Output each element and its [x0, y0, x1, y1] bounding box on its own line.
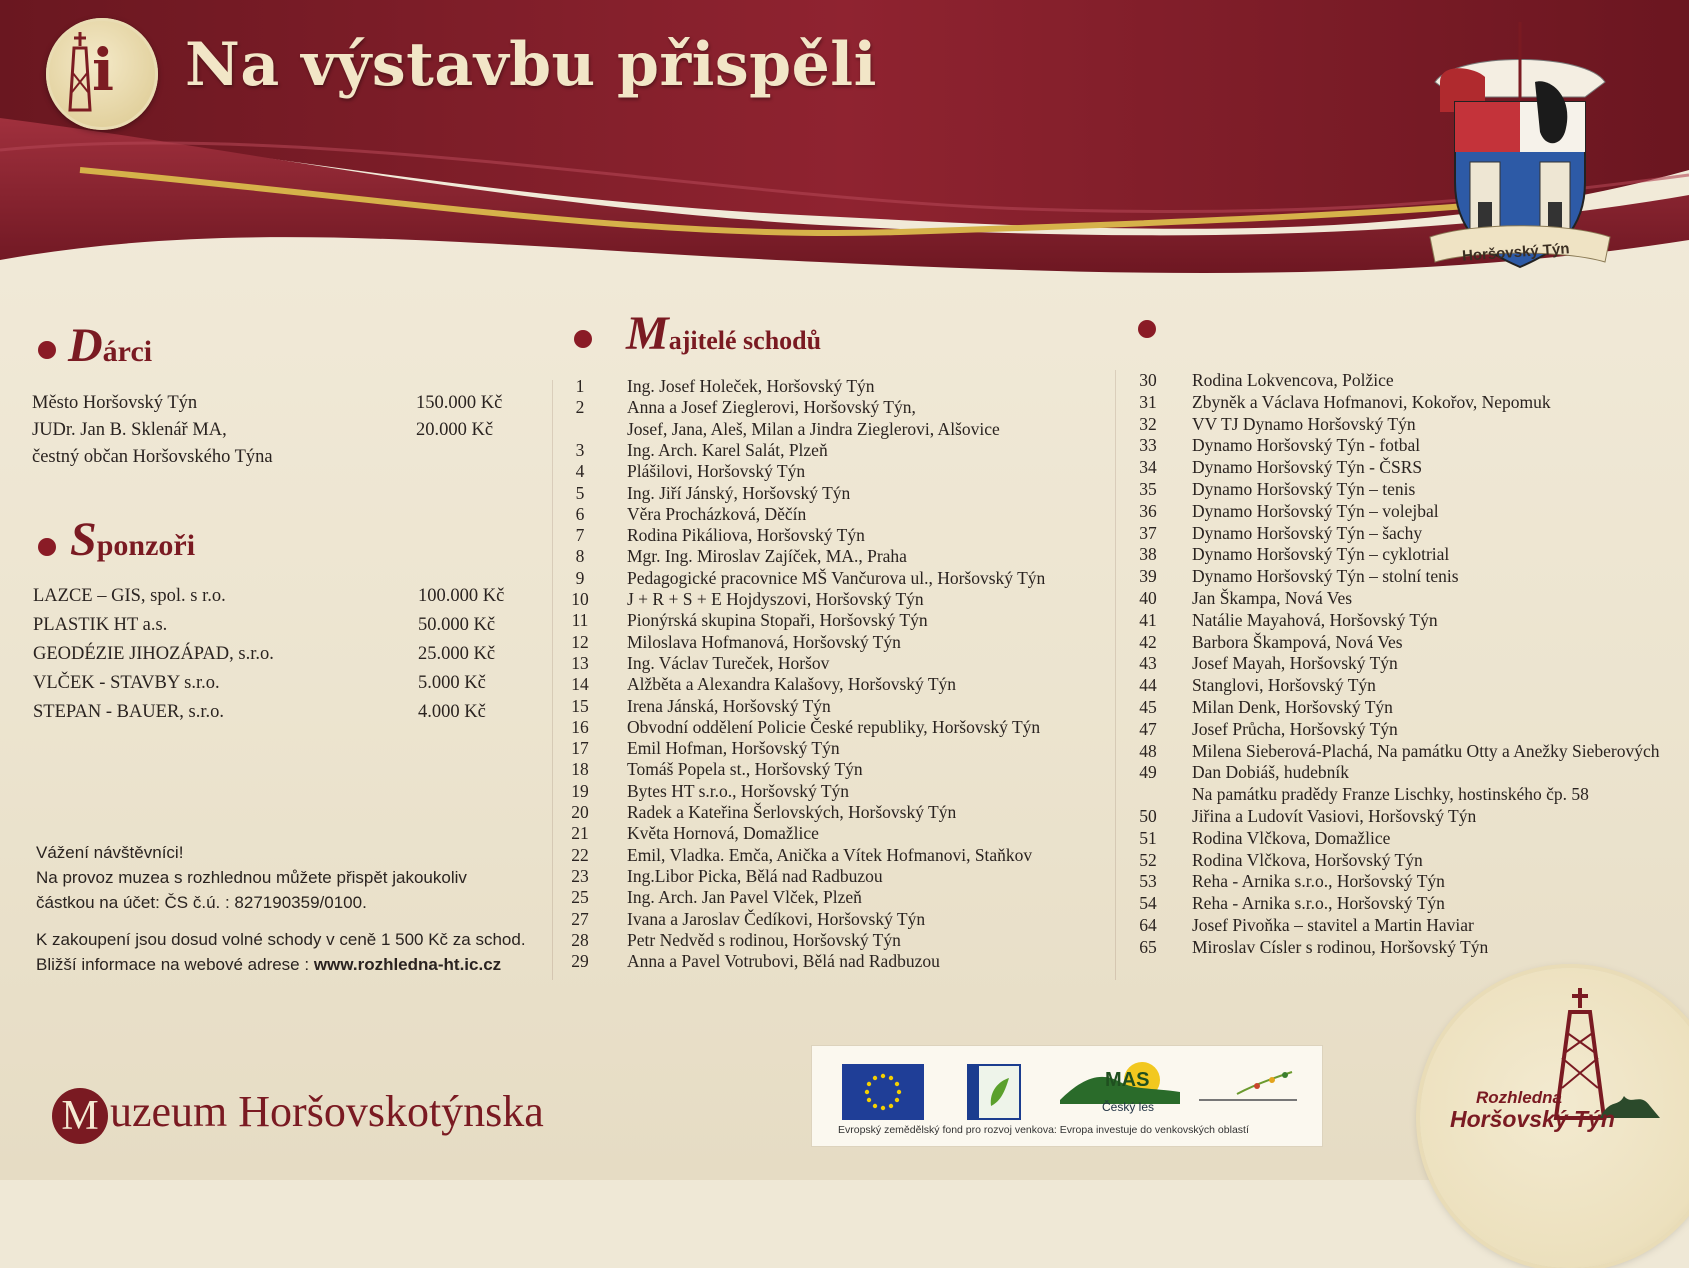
donors-heading-rest: árci — [102, 335, 153, 368]
owner-name: Josef Průcha, Horšovský Týn — [1192, 718, 1398, 739]
owner-name: Josef Mayah, Horšovský Týn — [1192, 653, 1398, 674]
owner-name: J + R + S + E Hojdyszovi, Horšovský Týn — [627, 589, 924, 609]
owner-name: Ing.Libor Picka, Bělá nad Radbuzou — [627, 865, 883, 886]
sponsor-amount: 50.000 Kč — [418, 615, 496, 635]
website-link[interactable]: www.rozhledna-ht.ic.cz — [313, 955, 502, 974]
step-number: 23 — [571, 865, 589, 886]
tower-badge — [1420, 968, 1689, 1268]
funding-logos — [812, 1046, 1322, 1146]
sponsors-heading — [70, 512, 195, 567]
step-number: 9 — [575, 567, 585, 588]
funding-caption: Evropský zemědělský fond pro rozvoj venkova: Evropa investuje do venkovských oblastí — [838, 1124, 1249, 1136]
owner-name: Natálie Mayahová, Horšovský Týn — [1192, 609, 1438, 630]
owner-name: Miloslava Hofmanová, Horšovský Týn — [627, 631, 901, 652]
section-bullet — [574, 330, 592, 348]
step-number: 8 — [575, 546, 585, 567]
step-number: 27 — [571, 908, 589, 929]
owner-name: Tomáš Popela st., Horšovský Týn — [627, 759, 863, 780]
step-number: 3 — [575, 439, 585, 460]
owner-name: Barbora Škampová, Nová Ves — [1192, 631, 1403, 652]
sponsor-name: GEODÉZIE JIHOZÁPAD, s.r.o. — [33, 644, 274, 664]
sponsor-name: STEPAN - BAUER, s.r.o. — [33, 702, 225, 722]
notice-web — [36, 952, 526, 977]
step-number: 47 — [1139, 718, 1157, 739]
owner-name: Rodina Pikáliova, Horšovský Týn — [627, 525, 865, 546]
owner-name: Milena Sieberová-Plachá, Na památku Otty a Anežky Sieberových — [1192, 740, 1660, 761]
donor-amount: 20.000 Kč — [416, 420, 494, 440]
step-number: 4 — [575, 461, 585, 482]
step-number: 36 — [1139, 500, 1157, 521]
leader-logo-icon — [967, 1064, 1021, 1120]
step-number: 50 — [1139, 806, 1157, 826]
step-number: 65 — [1139, 936, 1157, 957]
owner-name: Jan Škampa, Nová Ves — [1192, 588, 1353, 608]
donors-heading — [68, 318, 152, 373]
owner-name: Květa Hornová, Domažlice — [627, 823, 819, 844]
step-number: 29 — [571, 951, 589, 972]
owner-name: Dynamo Horšovský Týn – šachy — [1192, 522, 1423, 543]
step-number: 14 — [571, 674, 589, 695]
step-number: 37 — [1139, 522, 1157, 543]
owner-name: Pedagogické pracovnice MŠ Vančurova ul., Horšovský Týn — [627, 567, 1046, 588]
step-number: 51 — [1139, 827, 1157, 848]
step-number: 28 — [571, 929, 589, 950]
museum-name — [52, 1086, 544, 1144]
step-number: 42 — [1139, 631, 1157, 652]
owners-heading-initial: M — [626, 307, 669, 360]
mas-icon — [1060, 1060, 1180, 1104]
owner-name: Dynamo Horšovský Týn – tenis — [1192, 479, 1416, 499]
eu-flag-icon — [842, 1064, 924, 1120]
sponsor-amount: 100.000 Kč — [418, 586, 505, 606]
step-number: 13 — [571, 652, 589, 673]
owner-name: Emil, Vladka. Emča, Anička a Vítek Hofmanovi, Staňkov — [627, 844, 1033, 865]
owner-name: Obvodní oddělení Policie České republiky, Horšovský Týn — [627, 716, 1041, 737]
sponsor-amount: 4.000 Kč — [418, 702, 486, 722]
sponsor-amount: 5.000 Kč — [418, 673, 486, 693]
owners-heading-rest: ajitelé schodů — [668, 326, 822, 355]
sponsor-row — [33, 640, 513, 669]
owner-name: Reha - Arnika s.r.o., Horšovský Týn — [1192, 871, 1445, 892]
step-number: 31 — [1139, 391, 1157, 412]
owner-name: Alžběta a Alexandra Kalašovy, Horšovský Týn — [627, 674, 957, 695]
step-number: 41 — [1139, 609, 1157, 630]
mas-label: Český les — [1102, 1100, 1155, 1114]
step-number: 44 — [1139, 675, 1157, 696]
owner-name: Dynamo Horšovský Týn - fotbal — [1192, 435, 1421, 456]
owner-name: Dynamo Horšovský Týn – cyklotrial — [1192, 544, 1450, 565]
sponsor-name: LAZCE – GIS, spol. s r.o. — [33, 586, 226, 606]
owner-name: Ing. Arch. Karel Salát, Plzeň — [627, 439, 828, 460]
sponsors-heading-initial: S — [70, 513, 97, 566]
step-number: 35 — [1139, 479, 1157, 499]
owner-name: Josef, Jana, Aleš, Milan a Jindra Zieglerovi, Alšovice — [627, 418, 1000, 439]
step-number: 17 — [571, 738, 589, 759]
step-number: 12 — [571, 631, 589, 652]
owner-name: Dynamo Horšovský Týn – volejbal — [1192, 500, 1439, 521]
sponsor-amount: 25.000 Kč — [418, 644, 496, 664]
step-number: 49 — [1139, 762, 1157, 783]
owner-name: Jiřina a Ludovít Vasiovi, Horšovský Týn — [1192, 806, 1477, 826]
step-number: 5 — [575, 482, 585, 503]
donor-row — [32, 390, 512, 417]
owner-name: Mgr. Ing. Miroslav Zajíček, MA., Praha — [627, 546, 907, 567]
column-divider — [552, 380, 553, 980]
sponsors-heading-rest: ponzoři — [96, 529, 196, 562]
sponsor-row — [33, 611, 513, 640]
step-number: 40 — [1139, 588, 1157, 608]
museum-name-rest: uzeum Horšovskotýnska — [110, 1087, 544, 1136]
tower-badge-line1: Rozhledna — [1476, 1088, 1562, 1107]
sponsor-row — [33, 669, 513, 698]
donor-row — [32, 444, 512, 471]
owner-name: Emil Hofman, Horšovský Týn — [627, 738, 840, 759]
owner-name: Dynamo Horšovský Týn – stolní tenis — [1192, 566, 1459, 587]
owners-list-left — [560, 376, 1090, 976]
step-number: 21 — [571, 823, 589, 844]
mas-logo — [1060, 1060, 1180, 1122]
donors-list — [32, 390, 512, 471]
owner-name: Ing. Václav Tureček, Horšov — [627, 652, 830, 673]
owner-name: Ivana a Jaroslav Čedíkovi, Horšovský Týn — [627, 908, 926, 929]
museum-initial: M — [52, 1088, 108, 1144]
donor-name: Město Horšovský Týn — [32, 393, 198, 413]
owner-name: Věra Procházková, Děčín — [627, 503, 807, 524]
info-icon — [46, 18, 158, 130]
step-number: 22 — [571, 844, 589, 865]
step-number: 64 — [1139, 915, 1157, 935]
sponsor-row — [33, 582, 513, 611]
step-number: 15 — [571, 695, 589, 716]
step-number: 54 — [1139, 893, 1157, 914]
owner-name: Ing. Josef Holeček, Horšovský Týn — [627, 376, 875, 396]
owners-heading — [626, 306, 821, 361]
owner-name: Anna a Pavel Votrubovi, Bělá nad Radbuzou — [627, 951, 940, 972]
owner-name: Plášilovi, Horšovský Týn — [627, 461, 806, 482]
donors-heading-initial: D — [68, 319, 103, 372]
donor-name: čestný občan Horšovského Týna — [32, 447, 273, 467]
owner-name: Zbyněk a Václava Hofmanovi, Kokořov, Nepomuk — [1192, 391, 1551, 412]
step-number: 53 — [1139, 871, 1157, 892]
info-letter: i — [92, 36, 115, 104]
tower-badge-line2: Horšovský Týn — [1450, 1106, 1615, 1132]
owner-name: Anna a Josef Zieglerovi, Horšovský Týn, — [627, 397, 916, 418]
step-number: 30 — [1139, 370, 1157, 390]
step-number: 7 — [575, 525, 585, 546]
owners-list-right — [1128, 370, 1668, 970]
owner-name: Radek a Kateřina Šerlovských, Horšovský Týn — [627, 802, 957, 822]
step-number: 1 — [575, 376, 585, 396]
step-number: 33 — [1139, 435, 1157, 456]
step-number: 10 — [571, 589, 589, 609]
donor-amount: 150.000 Kč — [416, 393, 503, 413]
owner-name: Irena Jánská, Horšovský Týn — [627, 695, 831, 716]
owner-name: Dynamo Horšovský Týn - ČSRS — [1192, 457, 1423, 478]
step-number: 43 — [1139, 653, 1157, 674]
step-number: 2 — [575, 397, 585, 418]
section-bullet — [1138, 320, 1156, 338]
coat-of-arms-label: Horšovský Týn — [1461, 240, 1571, 265]
section-bullet — [38, 538, 56, 556]
step-number: 34 — [1139, 457, 1157, 478]
step-number: 32 — [1139, 413, 1157, 434]
svg-text:MAS: MAS — [1105, 1069, 1150, 1091]
donor-name: JUDr. Jan B. Sklenář MA, — [32, 420, 227, 440]
notice-text: Na provoz muzea s rozhlednou můžete přispět jakoukoliv — [36, 868, 467, 887]
notice-account: částkou na účet: ČS č.ú. : 827190359/0100. — [36, 893, 367, 912]
column-divider — [1115, 370, 1116, 980]
owner-name: Dan Dobiáš, hudebník — [1192, 762, 1349, 783]
rural-program-logo-icon — [1197, 1066, 1307, 1106]
step-number: 16 — [571, 716, 589, 737]
notice-stairs: K zakoupení jsou dosud volné schody v ceně 1 500 Kč za schod. — [36, 930, 526, 949]
owner-name: Ing. Arch. Jan Pavel Vlček, Plzeň — [627, 887, 862, 908]
step-number: 11 — [571, 610, 589, 631]
owner-name: Josef Pivoňka – stavitel a Martin Haviar — [1192, 915, 1474, 935]
step-number: 39 — [1139, 566, 1157, 587]
step-number: 52 — [1139, 849, 1157, 870]
owner-name: Pionýrská skupina Stopaři, Horšovský Týn — [627, 610, 928, 631]
step-number: 38 — [1139, 544, 1157, 565]
owner-name: Milan Denk, Horšovský Týn — [1192, 697, 1393, 717]
owner-name: Rodina Vlčkova, Domažlice — [1192, 827, 1391, 848]
owner-name: Reha - Arnika s.r.o., Horšovský Týn — [1192, 893, 1445, 914]
owner-name: Petr Nedvěd s rodinou, Horšovský Týn — [627, 929, 901, 950]
owner-name: Ing. Jiří Jánský, Horšovský Týn — [627, 482, 851, 503]
step-number: 6 — [575, 503, 585, 524]
notice-web-label: Bližší informace na webové adrese : — [36, 955, 314, 974]
visitor-notice — [36, 840, 526, 977]
step-number: 19 — [571, 780, 589, 801]
sponsor-row — [33, 698, 513, 727]
page-title: Na výstavbu přispěli — [185, 30, 877, 100]
owner-name: Na památku pradědy Franze Lischky, hostinského čp. 58 — [1192, 784, 1589, 805]
section-bullet — [38, 341, 56, 359]
owner-name: Rodina Lokvencova, Polžice — [1192, 370, 1394, 390]
step-number: 48 — [1139, 740, 1157, 761]
step-number: 25 — [571, 887, 589, 908]
notice-greeting: Vážení návštěvníci! — [36, 843, 184, 862]
sponsors-list — [33, 582, 513, 727]
sponsor-name: VLČEK - STAVBY s.r.o. — [33, 673, 220, 693]
sponsor-name: PLASTIK HT a.s. — [33, 615, 168, 635]
step-number: 18 — [571, 759, 589, 780]
owner-name: Miroslav Císler s rodinou, Horšovský Týn — [1192, 936, 1489, 957]
owner-name: Rodina Vlčkova, Horšovský Týn — [1192, 849, 1423, 870]
step-number: 20 — [571, 802, 589, 822]
owner-name: VV TJ Dynamo Horšovský Týn — [1192, 413, 1416, 434]
owner-name: Bytes HT s.r.o., Horšovský Týn — [627, 780, 850, 801]
donor-row — [32, 417, 512, 444]
step-number: 45 — [1139, 697, 1157, 717]
owner-name: Stanglovi, Horšovský Týn — [1192, 675, 1376, 696]
